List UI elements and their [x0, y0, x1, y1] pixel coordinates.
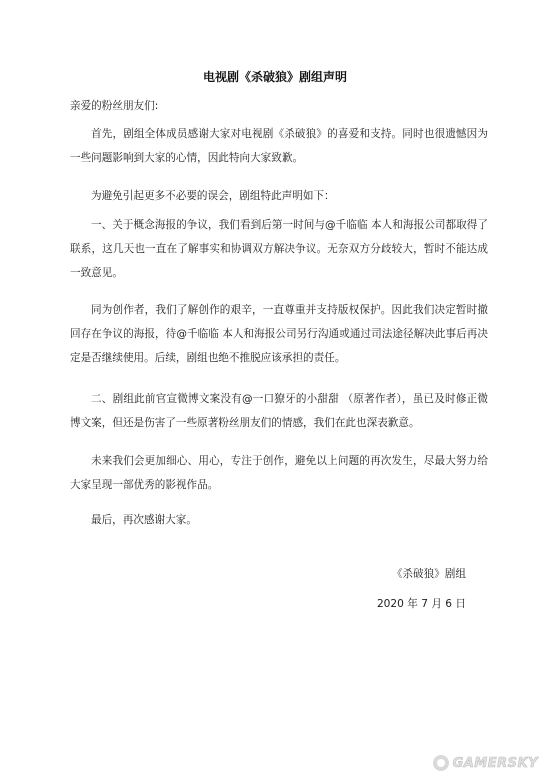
paragraph-intro: 为避免引起更多不必要的误会，剧组特此声明如下：	[91, 190, 335, 202]
watermark	[433, 755, 538, 771]
paragraph-future: 未来我们会更加细心、用心，专注于创作，避免以上问题的再次发生，尽最大努力给大家呈现一部优秀的影视作品。	[70, 455, 488, 491]
weibo-logo-icon	[433, 755, 449, 771]
paragraph-poster-dispute: 一、关于概念海报的争议，我们看到后第一时间与@千临临 本人和海报公司都取得了联系，这几天也一直在了解事实和协调双方解决争议。无奈双方分歧较大，暂时不能达成一致意见。	[70, 219, 488, 279]
signature: 《杀破狼》剧组	[391, 568, 466, 580]
date: 2020 年 7 月 6 日	[376, 598, 466, 610]
paragraph-apology: 首先，剧组全体成员感谢大家对电视剧《杀破狼》的喜爱和支持。同时也很遗憾因为一些问题影响到大家的心情，因此特向大家致歉。	[70, 128, 488, 164]
paragraph-author-credit: 二、剧组此前官宣微博文案没有@一口獠牙的小甜甜 （原著作者），虽已及时修正微博文案，但还是伤害了一些原著粉丝朋友们的情感，我们在此也深表歉意。	[70, 393, 488, 429]
paragraph-copyright: 同为创作者，我们了解创作的艰辛，一直尊重并支持版权保护。因此我们决定暂时撤回存在争议的海报，待@千临临 本人和海报公司另行沟通或通过司法途径解决此事后再决定是否继续使用。后续，剧组也绝不推脱应该承担的责任。	[70, 304, 488, 364]
greeting: 亲爱的粉丝朋友们:	[70, 100, 159, 112]
paragraph-thanks: 最后，再次感谢大家。	[91, 514, 197, 526]
document-title: 电视剧《杀破狼》剧组声明	[202, 70, 347, 84]
watermark-text: GAMERSKY	[452, 755, 538, 771]
